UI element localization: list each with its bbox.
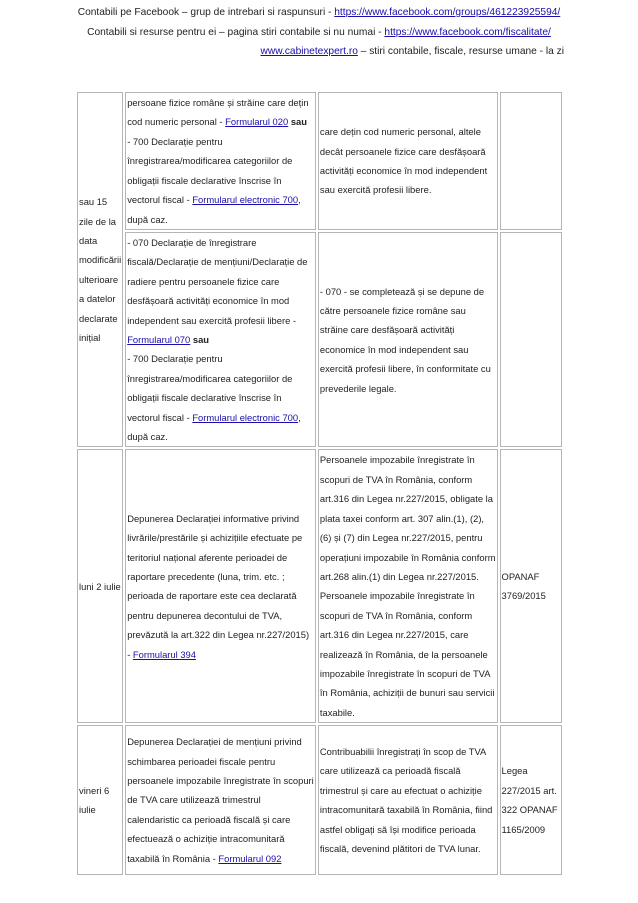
form-070-link[interactable]: Formularul 070 [127,334,191,346]
form-092-link[interactable]: Formularul 092 [218,852,282,864]
obligation-text: , după caz. [127,194,301,225]
header-line-3 [0,45,564,58]
form-394-link[interactable]: Formularul 394 [132,648,196,660]
taxpayers-cell: Persoanele impozabile înregistrate în scopuri de TVA în România, conform art.316 din Legea nr.227/2015, obligate la plata taxei conform art. 307 alin.(1), (2), (6) și (7) din Legea nr.227/2015, pentru operațiuni impozabile în România conform art.268 alin.(1) din Legea nr.227/2015. Persoanele impozabile înregistrate în scopuri de TVA în România, conform art.316 din Legea nr.227/2015, care realizează în România, de la persoanele impozabile înregistrate în scopuri de TVA în România, achiziții de bunuri sau servicii taxabile. [318,449,498,723]
obligation-cell [125,725,316,875]
facebook-group-link[interactable]: https://www.facebook.com/groups/461223925594/ [334,7,561,18]
facebook-page-link[interactable]: https://www.facebook.com/fiscalitate/ [384,27,551,38]
header-line-3-text: – stiri contabile, fiscale, resurse umane - la zi [357,46,564,57]
taxpayers-cell: care dețin cod numeric personal, altele decât persoanele fizice care desfășoară activități economice în mod independent sau exercită profesii libere. [318,92,498,230]
cabinetexpert-link[interactable]: www.cabinetexpert.ro [260,46,358,57]
header-line-1-text: Contabili pe Facebook – grup de intrebari si raspunsuri - [77,7,335,18]
header-line-1 [0,6,638,19]
obligation-text: Depunerea Declarației informative privind livrările/prestările și achizițiile efectuate pe teritoriul național aferente perioadei de raportare precedente (luna, trim. etc. ; perioada de raportare este cea declarată pentru depunerea decontului de TVA, prevăzută la art.322 din Legea nr.227/2015) - [127,512,310,660]
form-700-link[interactable]: Formularul electronic 700 [192,411,299,423]
table-row [77,92,562,230]
obligation-text: - 700 Declarație pentru înregistrarea/modificarea categoriilor de obligații fiscale declarative înscrise în vectorul fiscal - [127,135,293,206]
table-row [77,449,562,723]
or-text: sau [192,334,210,346]
legal-basis-cell [500,92,562,230]
or-text: sau [290,116,307,128]
legal-basis-cell: OPANAF 3769/2015 [500,449,562,723]
form-020-link[interactable]: Formularul 020 [225,116,289,128]
obligation-cell [125,232,316,447]
header-line-2 [0,26,638,39]
obligation-text: Depunerea Declarației de mențiuni privind schimbarea perioadei fiscale pentru persoanele impozabile înregistrate în scopuri de TVA care utilizează trimestrul calendaristic ca perioadă fiscală și care efectuează o achiziție intracomunitară taxabilă în România - [127,736,314,864]
deadline-cell: sau 15 zile de la data modificării ulterioare a datelor declarate inițial [77,92,123,447]
taxpayers-cell: Contribuabilii înregistrați în scop de TVA care utilizează ca perioadă fiscală trimestrul și care au efectuat o achiziție intracomunitară taxabilă în România, fiind astfel obligați să își modifice perioada fiscală, devenind plătitori de TVA lunar. [318,725,498,875]
obligation-text: persoane fizice române și străine care dețin cod numeric personal - [127,97,309,128]
legal-basis-cell: Legea 227/2015 art. 322 OPANAF 1165/2009 [500,725,562,875]
deadline-cell: vineri 6 iulie [77,725,123,875]
deadline-cell: luni 2 iulie [77,449,123,723]
tax-obligations-table [75,90,564,877]
table-row [77,725,562,875]
obligation-text: - 700 Declarație pentru înregistrarea/modificarea categoriilor de obligații fiscale declarative înscrise în vectorul fiscal - [127,353,293,423]
table-row [77,232,562,447]
obligation-text: - 070 Declarație de înregistrare fiscală/Declarație de mențiuni/Declarație de radiere pentru persoanele fizice care desfășoară activități economice în mod independent sau exercită profesii libere - [127,237,308,326]
form-700-link[interactable]: Formularul electronic 700 [192,194,299,206]
obligation-text: , după caz. [127,411,301,443]
header-line-2-text: Contabili si resurse pentru ei – pagina stiri contabile si nu numai - [87,27,385,38]
obligation-cell [125,92,316,230]
obligation-cell [125,449,316,723]
taxpayers-cell: - 070 - se completează și se depune de către persoanele fizice române sau străine care desfășoară activități economice în mod independent sau exercită profesii libere, în conformitate cu prevederile legale. [318,232,498,447]
legal-basis-cell [500,232,562,447]
